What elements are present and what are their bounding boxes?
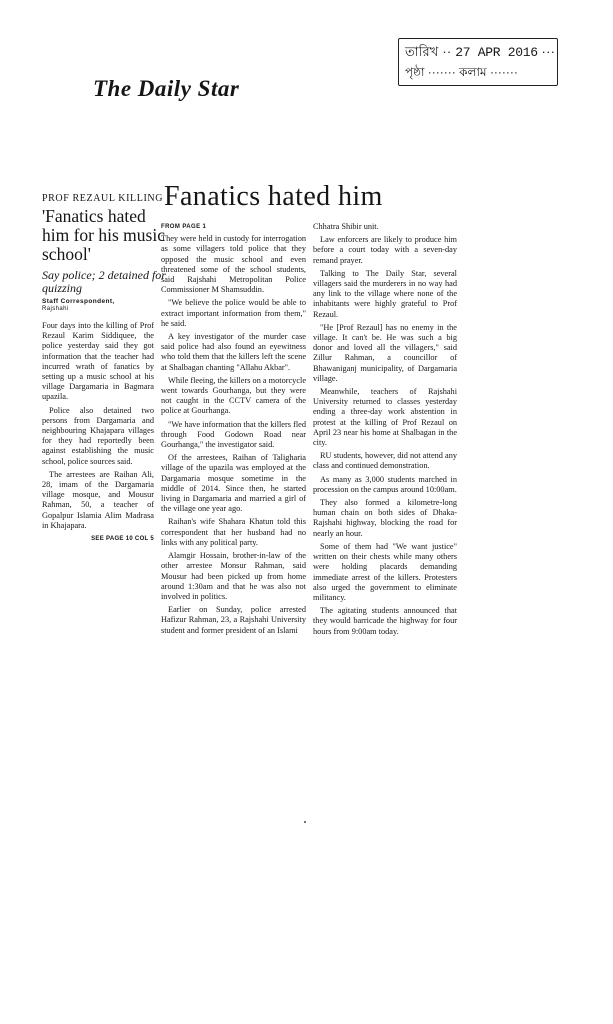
paragraph: RU students, however, did not attend any class and continued demonstration. bbox=[313, 451, 458, 471]
from-page-line: FROM PAGE 1 bbox=[161, 224, 207, 230]
paragraph: Of the arrestees, Raihan of Taligharia village of the upazila was employed at the Dargamaria mosque sometime in the middle of 2014. Since then, he started living in Dargamaria and married a girl of the village one year ago. bbox=[161, 453, 306, 514]
side-deck: Say police; 2 detained for quizzing bbox=[42, 268, 166, 295]
paragraph: Talking to The Daily Star, several villagers said the murderers in no way had any link to the village where none of the inhabitants were highly grateful to Prof Rezaul. bbox=[313, 268, 457, 319]
paragraph: A key investigator of the murder case said police had also found an eyewitness who told them that the killers left the scene at Shalbagan chanting "Allahu Akbar". bbox=[161, 332, 306, 372]
stamp-page-label: পৃষ্ঠা bbox=[405, 65, 425, 79]
scan-speck bbox=[304, 821, 306, 823]
paragraph: "We believe the police would be able to extract important information from them," he said. bbox=[161, 298, 306, 328]
article-column-1 bbox=[42, 321, 154, 544]
article-column-2 bbox=[161, 222, 306, 639]
paragraph: Meanwhile, teachers of Rajshahi University returned to classes yesterday ending a three-day work abstention in protest at the killing of Prof Rezaul on April 23 near his home at Shalbagan in the city. bbox=[313, 387, 457, 448]
article-column-3 bbox=[313, 222, 457, 640]
paragraph: They also formed a kilometre-long human chain on both sides of Dhaka-Rajshahi highway, blocking the road for nearly an hour. bbox=[313, 498, 457, 538]
stamp-date-row: তারিখ ·· 27 APR 2016 ··· bbox=[405, 44, 556, 60]
stamp-page-row: পৃষ্ঠা ······· কলাম ······· bbox=[405, 65, 518, 79]
paragraph: Law enforcers are likely to produce him before a court today with a seven-day remand prayer. bbox=[313, 235, 457, 265]
paragraph: The arrestees are Raihan Ali, 28, imam of the Dargamaria village mosque, and Mousur Rahman, 50, a teacher of Gopalpur Islamia Alim Madrasa in Khajapara. bbox=[42, 469, 154, 530]
side-kicker: PROF REZAUL KILLING bbox=[42, 193, 164, 204]
newspaper-masthead: The Daily Star bbox=[93, 76, 240, 101]
stamp-date-value: 27 APR 2016 bbox=[455, 45, 538, 60]
main-headline: Fanatics hated him bbox=[164, 181, 383, 212]
paragraph: "We have information that the killers fled through Food Godown Road near Gourhanga," the investigator said. bbox=[161, 419, 306, 450]
paragraph: Alamgir Hossain, brother-in-law of the other arrestee Monsur Rahman, said Mousur had been picked up from home around 1:30am and that he was also not involved in politics. bbox=[161, 551, 306, 601]
paragraph: As many as 3,000 students marched in procession on the campus around 10:00am. bbox=[313, 474, 457, 494]
date-stamp bbox=[398, 38, 558, 86]
paragraph: Raihan's wife Shahara Khatun told this correspondent that her husband had no links with any political party. bbox=[161, 517, 306, 547]
stamp-date-label: তারিখ bbox=[405, 44, 439, 59]
paragraph: The agitating students announced that they would barricade the highway for four hours from 9:00am today. bbox=[313, 606, 457, 636]
paragraph: While fleeing, the killers on a motorcycle went towards Gourhanga, but they were not caught in the CCTV camera of the police at Gourhanga. bbox=[161, 375, 307, 416]
paragraph: They were held in custody for interrogation as some villagers told police that they opposed the music school and even threatened some of the school students, said Rajshahi Metropolitan Police Commissioner M Shamsuddin. bbox=[161, 234, 306, 295]
continued-line: SEE PAGE 10 COL 5 bbox=[91, 536, 154, 543]
paragraph: Police also detained two persons from Dargamaria and neighbouring Khajapara villages for they had reportedly been against establishing the music school, police sources said. bbox=[42, 405, 154, 466]
paragraph: "He [Prof Rezaul] has no enemy in the village. It can't be. He was such a big donor and loved all the villagers," said Zillur Rahman, a councillor of Bhawaniganj municipality, of Dargamaria village. bbox=[313, 322, 457, 383]
byline bbox=[42, 298, 166, 312]
paragraph: Four days into the killing of Prof Rezaul Karim Siddiquee, the police yesterday said they got information that the teacher had incurred wrath of fanatics by setting up a music school at his village Dargamaria in Bagmara upazila. bbox=[42, 321, 154, 402]
paragraph: Some of them had "We want justice" written on their chests while many others were holding placards demanding immediate arrest of the killers. Protesters also urged the government to eliminate militancy. bbox=[313, 541, 457, 602]
stamp-column-label: কলাম bbox=[459, 65, 487, 79]
side-headline: 'Fanatics hated him for his music school' bbox=[42, 206, 165, 264]
paragraph: Earlier on Sunday, police arrested Hafizur Rahman, 23, a Rajshahi University student and former president of an Islami bbox=[161, 605, 306, 635]
byline-city: Rajshahi bbox=[42, 306, 69, 312]
paragraph: Chhatra Shibir unit. bbox=[313, 222, 379, 231]
byline-name: Staff Correspondent, bbox=[42, 298, 115, 305]
